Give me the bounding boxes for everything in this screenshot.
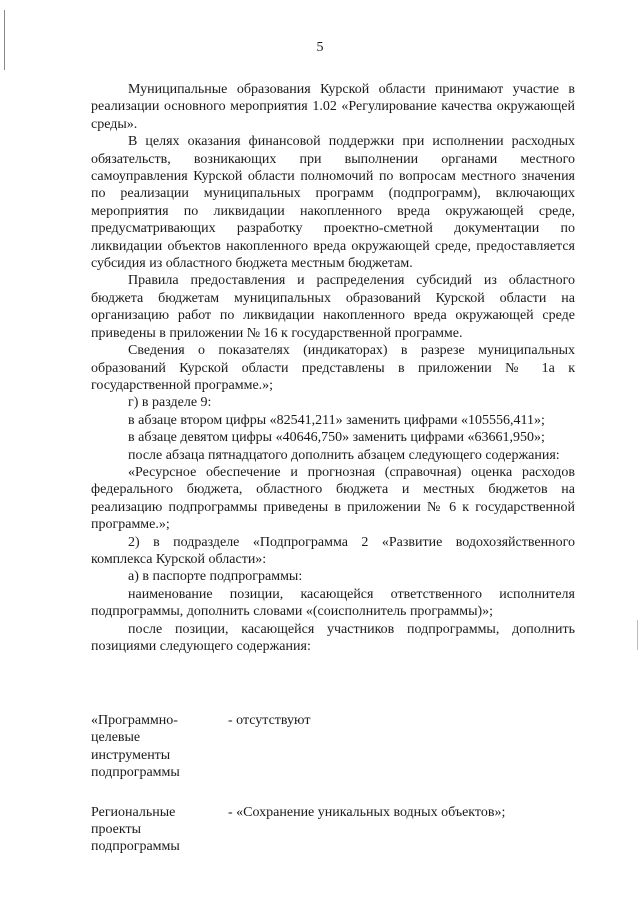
- table-cell-value: - отсутствуют: [228, 713, 311, 728]
- page-number: 5: [316, 40, 324, 55]
- paragraph: а) в паспорте подпрограммы:: [128, 569, 303, 585]
- paragraph: наименование позиции, касающейся ответственного исполнителя подпрограммы, дополнить словами «(соисполнитель программы)»;: [91, 586, 575, 620]
- paragraph: после абзаца пятнадцатого дополнить абзацем следующего содержания:: [128, 447, 560, 463]
- paragraph: в абзаце девятом цифры «40646,750» заменить цифрами «63661,950»;: [128, 430, 545, 446]
- paragraph: Правила предоставления и распределения субсидий из областного бюджета бюджетам муниципальных образований Курской области на организацию работ по ликвидации накопленного вреда окружающей среде приведены в приложении № 16 к государственной программе.: [91, 273, 575, 341]
- paragraph: в абзаце втором цифры «82541,211» заменить цифрами «105556,411»;: [128, 412, 545, 428]
- table-cell-value: - «Сохранение уникальных водных объектов»;: [228, 804, 506, 820]
- paragraph: г) в разделе 9:: [128, 395, 212, 411]
- paragraph: Муниципальные образования Курской области принимают участие в реализации основного мероприятия 1.02 «Регулирование качества окружающей среды».: [91, 82, 575, 132]
- passport-table: [91, 712, 575, 856]
- paragraph: Сведения о показателях (индикаторах) в разрезе муниципальных образований Курской области представлены в приложении № 1а к государственной программе.»;: [91, 343, 575, 393]
- table-row: [91, 804, 575, 856]
- table-row: [91, 712, 575, 782]
- table-cell-name: Региональные проекты подпрограммы: [91, 804, 180, 855]
- table-cell-name: «Программно-целевые инструменты подпрограммы: [91, 713, 180, 781]
- paragraph: 2) в подразделе «Подпрограмма 2 «Развитие водохозяйственного комплекса Курской области»:: [91, 534, 575, 567]
- scan-edge-mark: [637, 620, 638, 650]
- document-body: [91, 81, 575, 655]
- paragraph: после позиции, касающейся участников подпрограммы, дополнить позициями следующего содержания:: [91, 621, 575, 654]
- paragraph: «Ресурсное обеспечение и прогнозная (справочная) оценка расходов федерального бюджета, областного бюджета и местных бюджетов на реализацию подпрограммы приведены в приложении № 6 к государственной программе.»;: [91, 464, 575, 533]
- paragraph: В целях оказания финансовой поддержки при исполнении расходных обязательств, возникающих при выполнении органами местного самоуправления Курской области полномочий по вопросам местного значения по реализации муниципальных программ (подпрограмм), включающих мероприятия по ликвидации накопленного вреда окружающей среде, предусматривающих разработку проектно-сметной документации по ликвидации объектов накопленного вреда окружающей среде, предоставляется субсидия из областного бюджета местным бюджетам.: [91, 134, 575, 272]
